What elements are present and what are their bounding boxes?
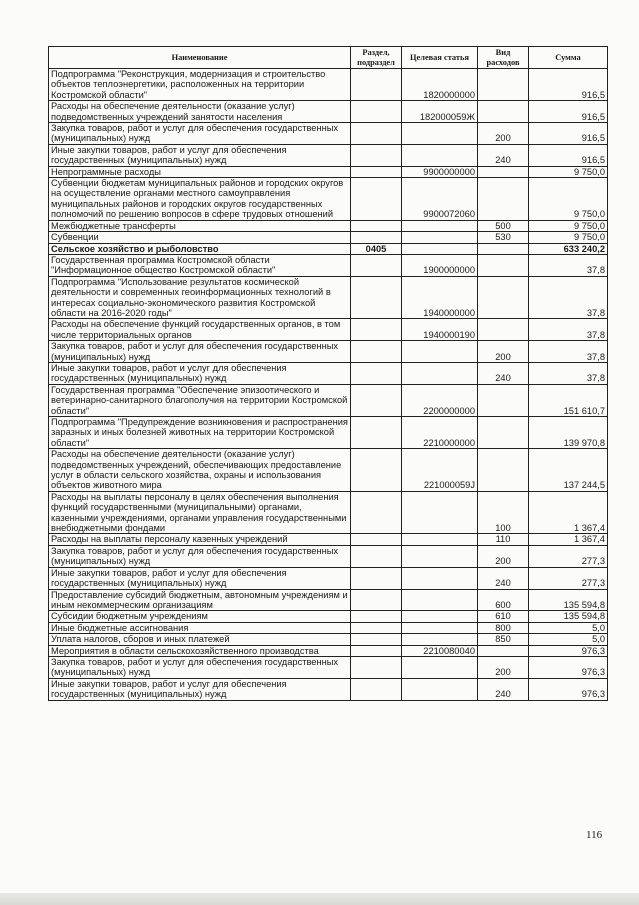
cell-type: 500 xyxy=(478,220,529,231)
table-row xyxy=(49,449,608,492)
cell-sum: 9 750,0 xyxy=(529,220,608,231)
cell-sum: 277,3 xyxy=(529,545,608,567)
cell-sum: 139 970,8 xyxy=(529,417,608,449)
cell-target xyxy=(402,545,478,567)
cell-target xyxy=(402,123,478,145)
cell-name: Непрограммные расходы xyxy=(49,166,351,177)
cell-name: Субсидии бюджетным учреждениям xyxy=(49,611,351,622)
cell-type: 200 xyxy=(478,341,529,363)
cell-sum: 37,8 xyxy=(529,276,608,319)
header-sum: Сумма xyxy=(529,47,608,69)
cell-section xyxy=(351,534,402,545)
cell-sum: 135 594,8 xyxy=(529,589,608,611)
table-row xyxy=(49,243,608,254)
cell-section xyxy=(351,254,402,276)
cell-name: Предоставление субсидий бюджетным, автономным учреждениям и иным некоммерческим организациям xyxy=(49,589,351,611)
cell-target xyxy=(402,232,478,243)
cell-section xyxy=(351,319,402,341)
cell-sum: 9 750,0 xyxy=(529,178,608,221)
cell-section xyxy=(351,166,402,177)
cell-sum: 976,3 xyxy=(529,678,608,700)
cell-type: 530 xyxy=(478,232,529,243)
table-row xyxy=(49,656,608,678)
table-row xyxy=(49,101,608,123)
cell-target xyxy=(402,243,478,254)
cell-target xyxy=(402,611,478,622)
cell-sum: 916,5 xyxy=(529,123,608,145)
cell-sum: 9 750,0 xyxy=(529,232,608,243)
cell-section xyxy=(351,645,402,656)
cell-target xyxy=(402,362,478,384)
cell-target xyxy=(402,341,478,363)
cell-section xyxy=(351,101,402,123)
table-row xyxy=(49,645,608,656)
header-target: Целевая статья xyxy=(402,47,478,69)
cell-name: Закупка товаров, работ и услуг для обеспечения государственных (муниципальных) нужд xyxy=(49,341,351,363)
header-section: Раздел, подраздел xyxy=(351,47,402,69)
table-row xyxy=(49,123,608,145)
cell-section xyxy=(351,362,402,384)
cell-target: 9900000000 xyxy=(402,166,478,177)
cell-name: Расходы на выплаты персоналу в целях обеспечения выполнения функций государственными (муниципальными) органами, казенными учреждениями, органами управления государственными внебюджетными фондами xyxy=(49,491,351,534)
cell-type xyxy=(478,69,529,101)
cell-type: 200 xyxy=(478,123,529,145)
cell-type: 240 xyxy=(478,144,529,166)
header-name: Наименование xyxy=(49,47,351,69)
scan-edge xyxy=(0,893,639,905)
cell-section xyxy=(351,622,402,633)
cell-type: 200 xyxy=(478,656,529,678)
cell-section xyxy=(351,144,402,166)
budget-sheet xyxy=(48,46,607,701)
table-row xyxy=(49,567,608,589)
cell-name: Закупка товаров, работ и услуг для обеспечения государственных (муниципальных) нужд xyxy=(49,545,351,567)
table-row xyxy=(49,678,608,700)
cell-section xyxy=(351,178,402,221)
page-number: 116 xyxy=(586,829,603,841)
cell-type xyxy=(478,276,529,319)
cell-type: 100 xyxy=(478,491,529,534)
cell-sum: 137 244,5 xyxy=(529,449,608,492)
cell-type xyxy=(478,254,529,276)
cell-name: Подпрограмма "Использование результатов космической деятельности и современных геоинформационных технологий в интересах социально-экономического развития Костромской области на 2016-2020 годы" xyxy=(49,276,351,319)
cell-type: 240 xyxy=(478,362,529,384)
cell-target: 1900000000 xyxy=(402,254,478,276)
cell-sum: 633 240,2 xyxy=(529,243,608,254)
cell-type xyxy=(478,178,529,221)
cell-section xyxy=(351,491,402,534)
cell-target: 1820000000 xyxy=(402,69,478,101)
cell-name: Государственная программа "Обеспечение эпизоотического и ветеринарно-санитарного благополучия на территории Костромской области" xyxy=(49,384,351,416)
table-row xyxy=(49,220,608,231)
table-row xyxy=(49,341,608,363)
cell-sum: 916,5 xyxy=(529,69,608,101)
table-body xyxy=(49,69,608,701)
cell-target: 2200000000 xyxy=(402,384,478,416)
cell-target: 2210000000 xyxy=(402,417,478,449)
header-row xyxy=(49,47,608,69)
cell-sum: 916,5 xyxy=(529,144,608,166)
cell-type: 600 xyxy=(478,589,529,611)
cell-target xyxy=(402,567,478,589)
table-row xyxy=(49,178,608,221)
table-row xyxy=(49,254,608,276)
cell-type: 240 xyxy=(478,567,529,589)
cell-section xyxy=(351,589,402,611)
cell-name: Субвенции бюджетам муниципальных районов и городских округов на осуществление органами местного самоуправления муниципальных районов и городских округов государственных полномочий по решению вопросов в сфере трудовых отношений xyxy=(49,178,351,221)
cell-type xyxy=(478,417,529,449)
cell-section xyxy=(351,276,402,319)
cell-section xyxy=(351,220,402,231)
cell-name: Закупка товаров, работ и услуг для обеспечения государственных (муниципальных) нужд xyxy=(49,123,351,145)
cell-section xyxy=(351,449,402,492)
cell-section xyxy=(351,611,402,622)
cell-target xyxy=(402,634,478,645)
cell-name: Подпрограмма "Предупреждение возникновения и распространения заразных и иных болезней животных на территории Костромской области" xyxy=(49,417,351,449)
table-row xyxy=(49,634,608,645)
cell-target: 1940000190 xyxy=(402,319,478,341)
cell-sum: 9 750,0 xyxy=(529,166,608,177)
cell-name: Закупка товаров, работ и услуг для обеспечения государственных (муниципальных) нужд xyxy=(49,656,351,678)
table-row xyxy=(49,319,608,341)
table-row xyxy=(49,166,608,177)
cell-name: Иные закупки товаров, работ и услуг для обеспечения государственных (муниципальных) нужд xyxy=(49,567,351,589)
cell-type: 850 xyxy=(478,634,529,645)
cell-section xyxy=(351,417,402,449)
cell-section xyxy=(351,678,402,700)
cell-target: 2210080040 xyxy=(402,645,478,656)
cell-name: Сельское хозяйство и рыболовство xyxy=(49,243,351,254)
cell-type: 110 xyxy=(478,534,529,545)
cell-target: 221000059J xyxy=(402,449,478,492)
table-row xyxy=(49,362,608,384)
budget-table xyxy=(48,46,608,701)
table-row xyxy=(49,384,608,416)
cell-sum: 976,3 xyxy=(529,645,608,656)
cell-name: Иные закупки товаров, работ и услуг для обеспечения государственных (муниципальных) нужд xyxy=(49,678,351,700)
cell-name: Расходы на обеспечение деятельности (оказание услуг) подведомственных учреждений занятости населения xyxy=(49,101,351,123)
cell-type xyxy=(478,166,529,177)
cell-name: Подпрограмма "Реконструкция, модернизация и строительство объектов теплоэнергетики, расположенных на территории Костромской области" xyxy=(49,69,351,101)
cell-type xyxy=(478,449,529,492)
cell-sum: 37,8 xyxy=(529,254,608,276)
cell-target xyxy=(402,144,478,166)
cell-sum: 277,3 xyxy=(529,567,608,589)
cell-name: Расходы на обеспечение деятельности (оказание услуг) подведомственных учреждений, обеспечивающих предоставление услуг в области сельского хозяйства, охраны и использования объектов животного мира xyxy=(49,449,351,492)
table-header xyxy=(49,47,608,69)
cell-section xyxy=(351,545,402,567)
cell-sum: 5,0 xyxy=(529,634,608,645)
table-row xyxy=(49,611,608,622)
cell-type xyxy=(478,384,529,416)
cell-sum: 916,5 xyxy=(529,101,608,123)
table-row xyxy=(49,144,608,166)
cell-section xyxy=(351,123,402,145)
cell-type xyxy=(478,101,529,123)
cell-section xyxy=(351,341,402,363)
cell-target xyxy=(402,656,478,678)
cell-section: 0405 xyxy=(351,243,402,254)
cell-type: 240 xyxy=(478,678,529,700)
cell-type: 610 xyxy=(478,611,529,622)
cell-section xyxy=(351,69,402,101)
cell-sum: 976,3 xyxy=(529,656,608,678)
table-row xyxy=(49,417,608,449)
table-row xyxy=(49,534,608,545)
cell-section xyxy=(351,384,402,416)
cell-target: 182000059Ж xyxy=(402,101,478,123)
cell-sum: 37,8 xyxy=(529,341,608,363)
cell-sum: 1 367,4 xyxy=(529,491,608,534)
cell-target xyxy=(402,491,478,534)
cell-name: Субвенции xyxy=(49,232,351,243)
cell-sum: 37,8 xyxy=(529,362,608,384)
cell-name: Иные закупки товаров, работ и услуг для обеспечения государственных (муниципальных) нужд xyxy=(49,144,351,166)
cell-name: Мероприятия в области сельскохозяйственного производства xyxy=(49,645,351,656)
cell-name: Иные закупки товаров, работ и услуг для обеспечения государственных (муниципальных) нужд xyxy=(49,362,351,384)
cell-type: 200 xyxy=(478,545,529,567)
cell-target: 1940000000 xyxy=(402,276,478,319)
cell-sum: 1 367,4 xyxy=(529,534,608,545)
cell-sum: 5,0 xyxy=(529,622,608,633)
table-row xyxy=(49,589,608,611)
cell-target xyxy=(402,534,478,545)
table-row xyxy=(49,276,608,319)
cell-target xyxy=(402,622,478,633)
cell-section xyxy=(351,656,402,678)
cell-section xyxy=(351,567,402,589)
cell-sum: 135 594,8 xyxy=(529,611,608,622)
table-row xyxy=(49,491,608,534)
cell-target xyxy=(402,220,478,231)
cell-sum: 151 610,7 xyxy=(529,384,608,416)
cell-type xyxy=(478,243,529,254)
table-row xyxy=(49,69,608,101)
header-type: Вид расходов xyxy=(478,47,529,69)
cell-name: Расходы на выплаты персоналу казенных учреждений xyxy=(49,534,351,545)
cell-sum: 37,8 xyxy=(529,319,608,341)
table-row xyxy=(49,622,608,633)
cell-target xyxy=(402,589,478,611)
cell-name: Уплата налогов, сборов и иных платежей xyxy=(49,634,351,645)
table-row xyxy=(49,545,608,567)
cell-name: Расходы на обеспечение функций государственных органов, в том числе территориальных органов xyxy=(49,319,351,341)
cell-type xyxy=(478,645,529,656)
cell-section xyxy=(351,232,402,243)
cell-name: Государственная программа Костромской области "Информационное общество Костромской области" xyxy=(49,254,351,276)
cell-name: Межбюджетные трансферты xyxy=(49,220,351,231)
table-row xyxy=(49,232,608,243)
cell-target xyxy=(402,678,478,700)
cell-name: Иные бюджетные ассигнования xyxy=(49,622,351,633)
cell-type xyxy=(478,319,529,341)
cell-target: 9900072060 xyxy=(402,178,478,221)
cell-type: 800 xyxy=(478,622,529,633)
cell-section xyxy=(351,634,402,645)
